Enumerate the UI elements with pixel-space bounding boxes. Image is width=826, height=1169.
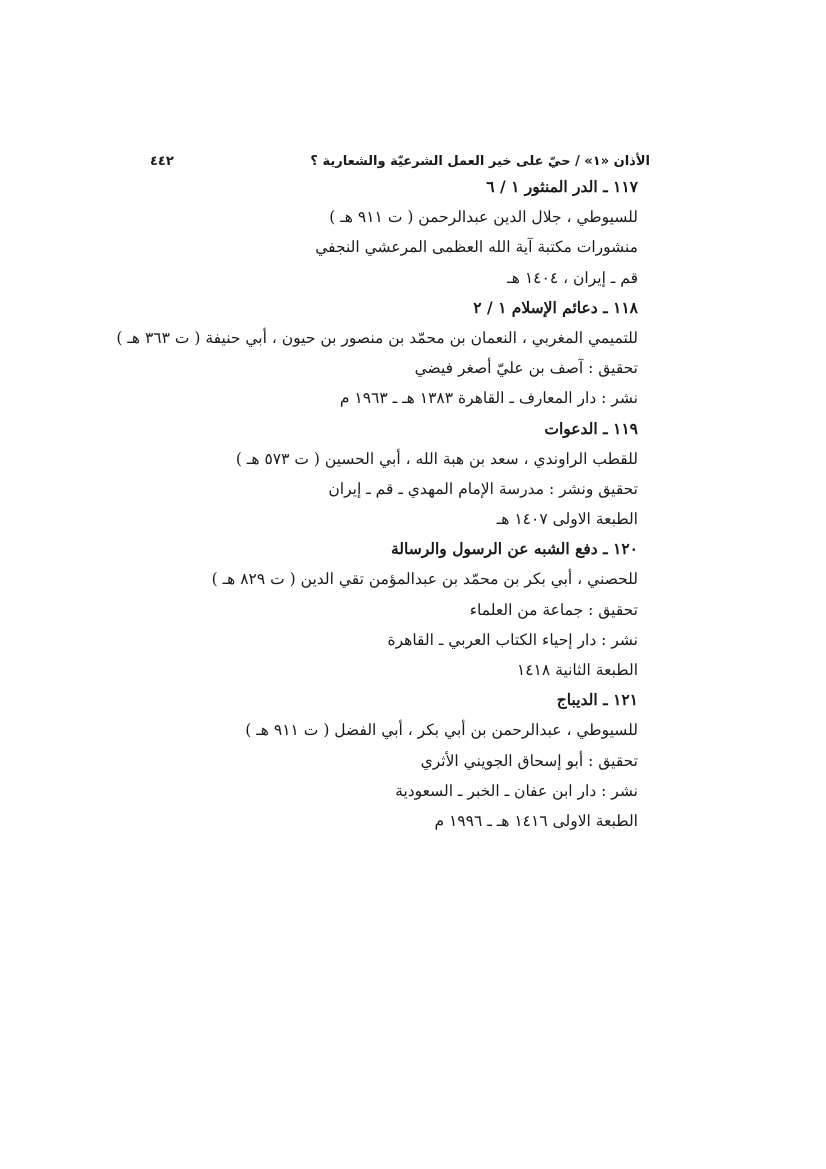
entry-line: الطبعة الثانية ١٤١٨ (516, 661, 638, 679)
header-title: الأذان «١» / حيّ على خير العمل الشرعيّة والشعارية ؟ (310, 154, 650, 169)
entry-line: للتميمي المغربي ، النعمان بن محمّد بن منصور بن حيون ، أبي حنيفة ( ت ٣٦٣ هـ ) (116, 328, 638, 347)
bibliography-list (116, 172, 638, 836)
entry-title: ١٢١ ـ الديباج (556, 690, 638, 710)
entry-line: الطبعة الاولى ١٤١٦ هـ ـ ١٩٩٦ م (434, 811, 638, 830)
entry-line: تحقيق : آصف بن عليّ أصغر فيضي (414, 359, 638, 378)
entry-line: الطبعة الاولى ١٤٠٧ هـ (496, 510, 638, 529)
entry-title: ١١٧ ـ الدر المنثور ١ / ٦ (486, 177, 638, 196)
entry-line: للسيوطي ، عبدالرحمن بن أبي بكر ، أبي الفضل ( ت ٩١١ هـ ) (245, 721, 638, 740)
entry-line: نشر : دار ابن عفان ـ الخبر ـ السعودية (395, 781, 638, 800)
entry-line: منشورات مكتبة آية الله العظمى المرعشي النجفي (315, 238, 638, 257)
page-number: ٤٤٢ (150, 154, 174, 169)
entry-line: للقطب الراوندي ، سعد بن هبة الله ، أبي الحسين ( ت ٥٧٣ هـ ) (235, 449, 638, 468)
entry-line: تحقيق : جماعة من العلماء (469, 600, 638, 619)
entry-line: للسيوطي ، جلال الدين عبدالرحمن ( ت ٩١١ هـ ) (329, 208, 638, 227)
entry-title: ١١٩ ـ الدعوات (544, 418, 638, 438)
entry-title: ١٢٠ ـ دفع الشبه عن الرسول والرسالة (390, 539, 638, 559)
entry-title: ١١٨ ـ دعائم الإسلام ١ / ٢ (473, 297, 638, 317)
entry-line: قم ـ إيران ، ١٤٠٤ هـ (507, 268, 638, 287)
entry-line: تحقيق ونشر : مدرسة الإمام المهدي ـ قم ـ إيران (328, 479, 638, 498)
entry-line: للحصني ، أبي بكر بن محمّد بن عبدالمؤمن تقي الدين ( ت ٨٢٩ هـ ) (211, 570, 638, 589)
entry-line: تحقيق : أبو إسحاق الجويني الأثري (420, 751, 638, 770)
entry-line: نشر : دار إحياء الكتاب العربي ـ القاهرة (387, 630, 638, 649)
entry-line: نشر : دار المعارف ـ القاهرة ١٣٨٣ هـ ـ ١٩٦٣ م (339, 389, 638, 408)
